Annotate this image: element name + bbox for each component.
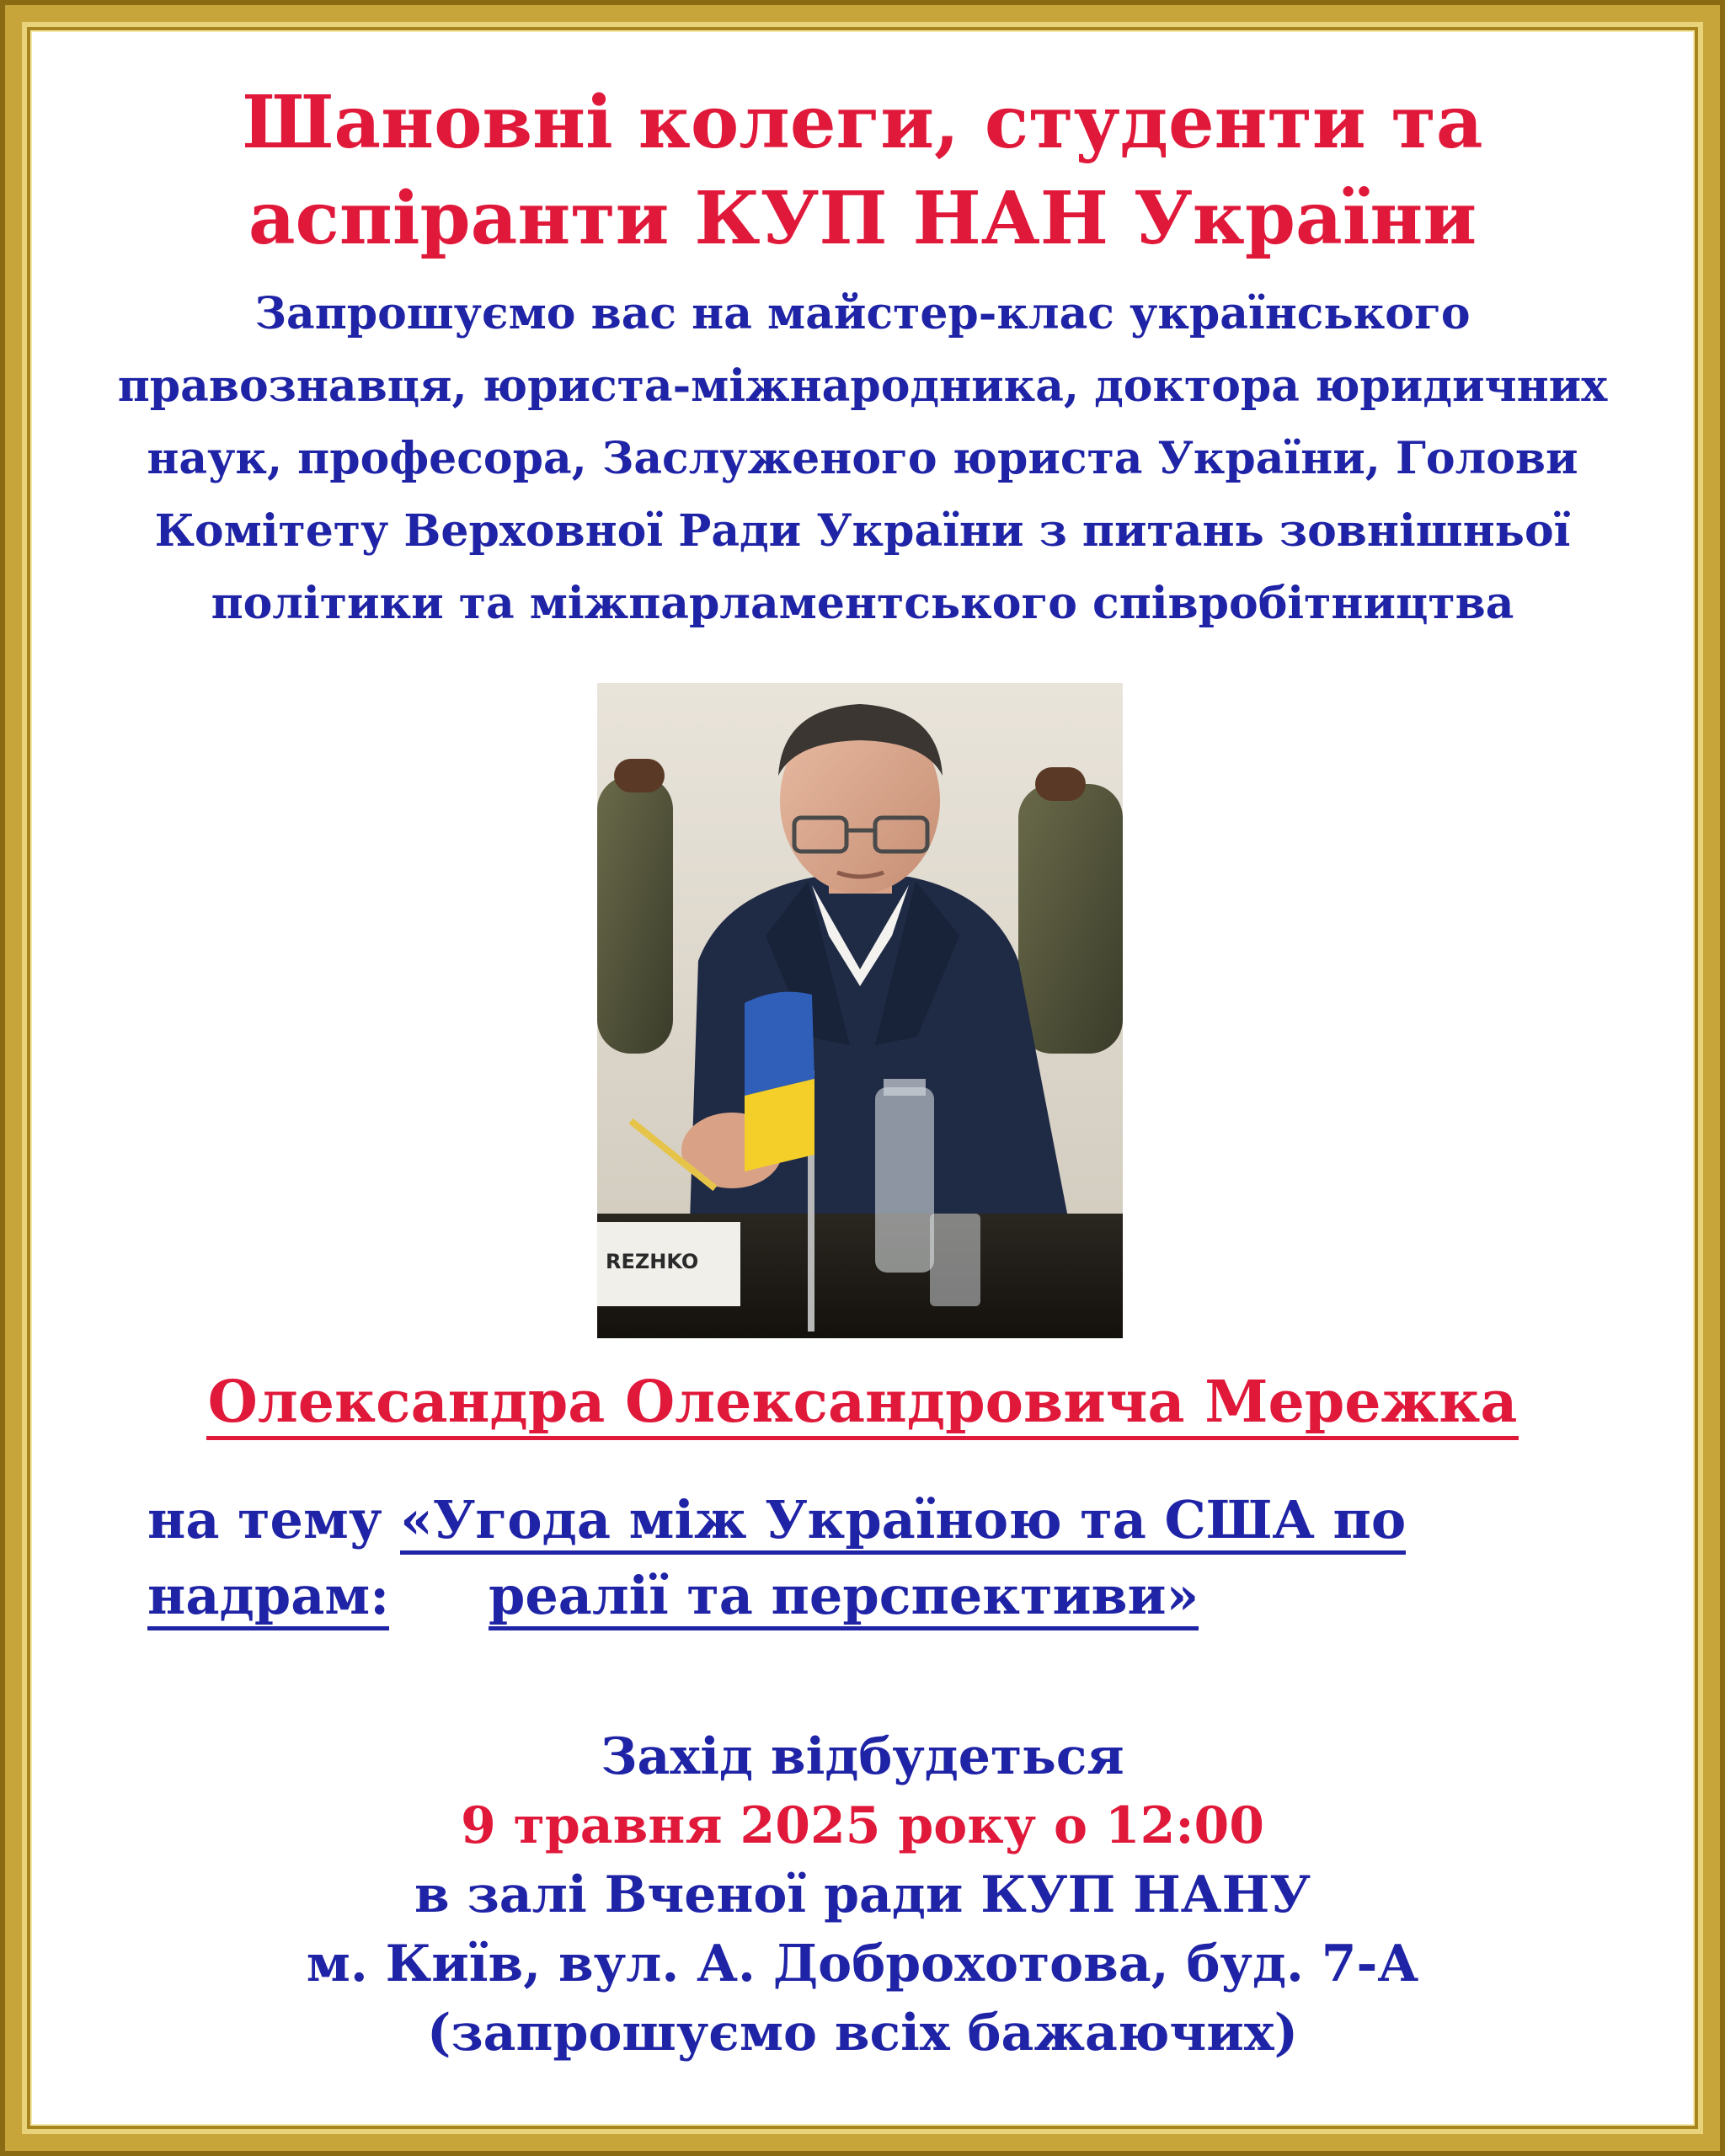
event-venue: в залі Вченої ради КУП НАНУ — [414, 1865, 1311, 1924]
speaker-name — [51, 1360, 1674, 1444]
speaker-name-text: Олександра Олександровича Мережка — [206, 1369, 1519, 1440]
event-datetime: 9 травня 2025 року о 12:00 — [461, 1796, 1264, 1855]
event-note: (запрошуємо всіх бажаючих) — [426, 2004, 1299, 2063]
nameplate-text: REZHKO — [606, 1250, 699, 1273]
intro-line: правознавця, юриста-міжнародника, доктора юридичних — [117, 360, 1608, 412]
intro-line: політики та міжпарламентського співробітництва — [211, 578, 1514, 629]
event-announcement: Захід відбудеться — [601, 1727, 1124, 1786]
headline-line-2: аспіранти КУП НАН України — [248, 176, 1477, 261]
topic-title-part-2: реалії та перспективи» — [489, 1565, 1199, 1630]
speaker-photo — [597, 683, 1123, 1338]
headline-line-1: Шановні колеги, студенти та — [242, 80, 1483, 165]
topic-line-2 — [489, 1558, 1499, 1634]
intro-line: наук, професора, Заслуженого юриста України, Голови — [147, 433, 1578, 484]
intro-line: Комітету Верховної Ради України з питань зовнішньої — [154, 505, 1571, 557]
topic-title-part-1: «Угода між Україною та США по надрам: — [147, 1489, 1406, 1630]
intro-paragraph — [84, 278, 1641, 640]
intro-line: Запрошуємо вас на майстер-клас українського — [254, 288, 1471, 339]
event-address: м. Київ, вул. А. Доброхотова, буд. 7-А — [306, 1935, 1419, 1993]
topic-prefix: на тему — [147, 1489, 401, 1550]
